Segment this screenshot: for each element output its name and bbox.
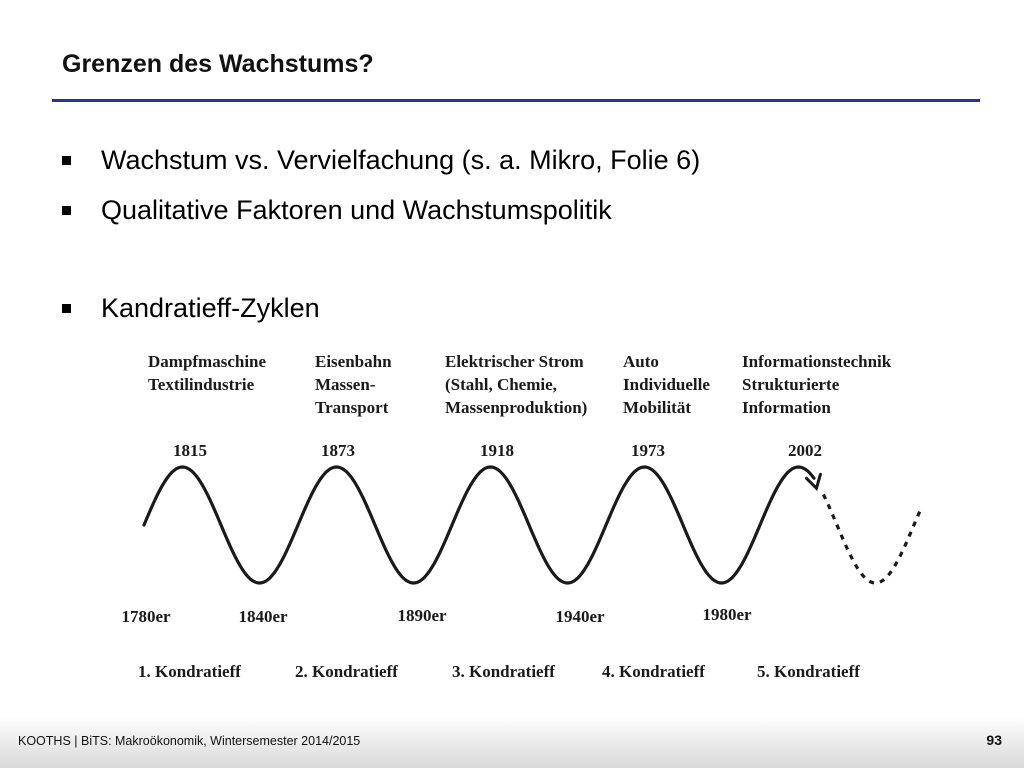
innovation-label: Massenproduktion) (445, 398, 588, 417)
projection-dashed-curve (823, 495, 921, 584)
cycle-name-labels (138, 662, 860, 681)
square-bullet-icon (62, 304, 71, 313)
cycle-name-label: 1. Kondratieff (138, 662, 241, 681)
bullet-text: Qualitative Faktoren und Wachstumspolitik (101, 195, 612, 225)
page-number: 93 (986, 732, 1002, 748)
innovation-label: Elektrischer Strom (445, 352, 584, 371)
innovation-label: Information (742, 398, 831, 417)
trough-decade-label: 1840er (238, 607, 288, 626)
innovation-label: Dampfmaschine (148, 352, 267, 371)
square-bullet-icon (62, 206, 71, 215)
cycle-name-label: 5. Kondratieff (757, 662, 860, 681)
kondratieff-cycle-diagram (110, 340, 930, 690)
innovation-label: Informationstechnik (742, 352, 892, 371)
title-rule (52, 99, 980, 102)
innovation-label: Textilindustrie (148, 375, 255, 394)
long-wave-curve (144, 467, 814, 583)
bullet-text: Wachstum vs. Vervielfachung (s. a. Mikro, Folie 6) (101, 145, 701, 175)
innovation-label: (Stahl, Chemie, (445, 375, 557, 394)
trough-decade-label: 1890er (397, 606, 447, 625)
innovation-label: Transport (315, 398, 389, 417)
trough-decade-labels (121, 605, 752, 626)
cycle-name-label: 4. Kondratieff (602, 662, 705, 681)
peak-year-label: 1873 (321, 441, 355, 460)
peak-year-label: 1918 (480, 441, 514, 460)
cycle-name-label: 3. Kondratieff (452, 662, 555, 681)
peak-year-label: 1973 (631, 441, 665, 460)
innovation-label: Mobilität (623, 398, 691, 417)
square-bullet-icon (62, 156, 71, 165)
innovation-label: Strukturierte (742, 375, 840, 394)
bullet-text: Kandratieff-Zyklen (101, 293, 320, 323)
innovation-label: Auto (623, 352, 659, 371)
peak-year-labels (173, 441, 822, 460)
peak-year-label: 2002 (788, 441, 822, 460)
innovation-label: Massen- (315, 375, 376, 394)
slide-title: Grenzen des Wachstums? (62, 50, 374, 78)
innovation-label: Individuelle (623, 375, 710, 394)
trough-decade-label: 1940er (555, 607, 605, 626)
footer-text: KOOTHS | BiTS: Makroökonomik, Wintersemester 2014/2015 (18, 734, 361, 748)
peak-year-label: 1815 (173, 441, 207, 460)
innovation-labels (148, 352, 892, 417)
trough-decade-label: 1780er (121, 607, 171, 626)
innovation-label: Eisenbahn (315, 352, 392, 371)
trough-decade-label: 1980er (702, 605, 752, 624)
cycle-name-label: 2. Kondratieff (295, 662, 398, 681)
